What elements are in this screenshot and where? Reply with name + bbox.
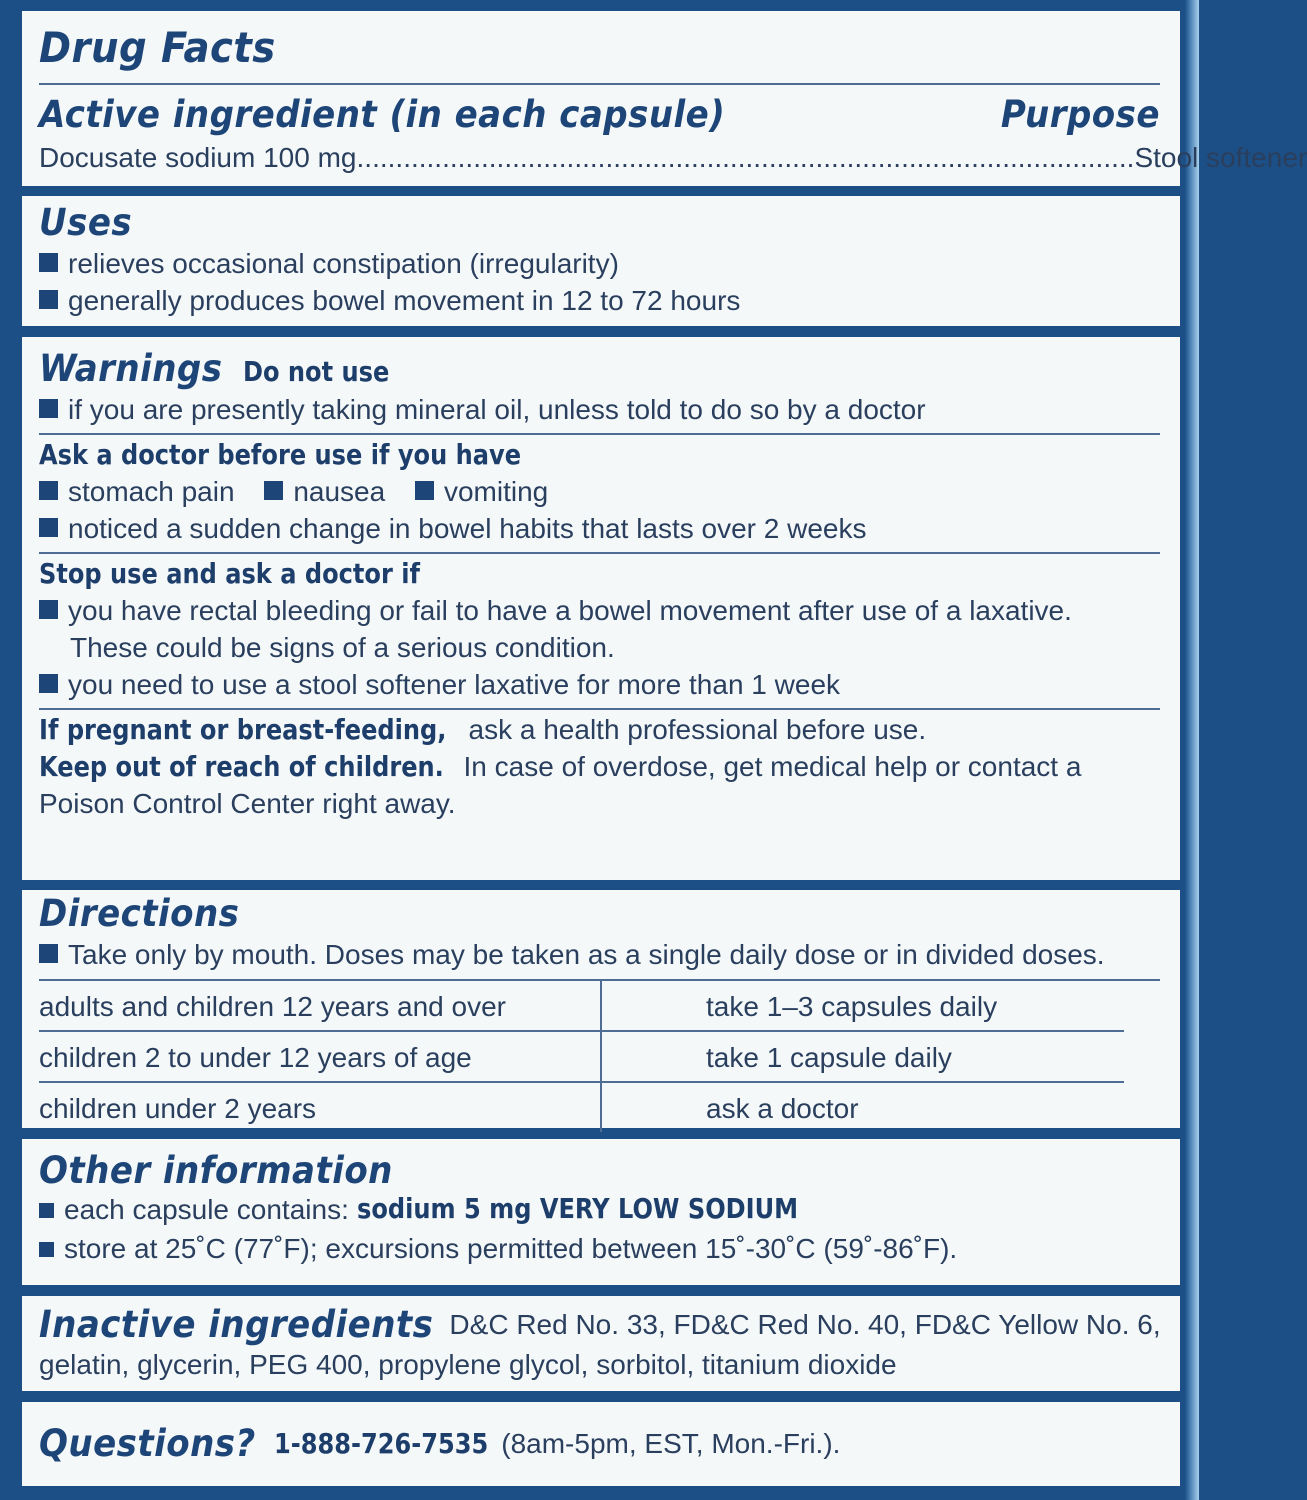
keep-out-bold: Keep out of reach of children. xyxy=(39,750,444,783)
table-cell-dose: take 1 capsule daily xyxy=(601,1031,1124,1082)
bullet-square-icon xyxy=(264,481,283,500)
bullet-square-icon xyxy=(39,253,58,272)
uses-item: relieves occasional constipation (irregularity) xyxy=(39,245,1160,282)
uses-panel xyxy=(22,196,1180,326)
table-row xyxy=(39,981,1124,1031)
warnings-heading: Warnings xyxy=(39,347,223,390)
warnings-rule-3 xyxy=(39,708,1160,710)
stop-use-heading: Stop use and ask a doctor if xyxy=(39,557,420,590)
leader-dots: .................................................................................................... xyxy=(356,141,1135,173)
questions-phone[interactable]: 1-888-726-7535 xyxy=(274,1427,489,1460)
do-not-use-heading: Do not use xyxy=(242,355,390,388)
bullet-square-icon xyxy=(39,944,58,963)
bullet-square-icon xyxy=(39,600,58,619)
questions-heading: Questions? xyxy=(39,1422,256,1465)
bullet-square-icon xyxy=(39,399,58,418)
bullet-square-icon xyxy=(39,518,58,537)
table-cell-age: children under 2 years xyxy=(39,1082,601,1132)
other-item: store at 25˚C (77˚F); excursions permitted between 15˚-30˚C (59˚-86˚F). xyxy=(39,1230,1160,1267)
questions-hours: (8am-5pm, EST, Mon.-Fri.). xyxy=(501,1428,841,1459)
warnings-rule-1 xyxy=(39,433,1160,435)
do-not-use-item: if you are presently taking mineral oil, unless told to do so by a doctor xyxy=(39,391,1160,428)
other-information-panel xyxy=(22,1139,1180,1285)
other-item: each capsule contains: sodium 5 mg VERY LOW SODIUM xyxy=(39,1191,1160,1228)
pregnant-line xyxy=(39,711,1160,748)
directions-heading: Directions xyxy=(39,892,240,935)
drug-facts-panel xyxy=(22,11,1307,186)
other-information-heading: Other information xyxy=(39,1149,393,1192)
keep-out-line xyxy=(39,748,1160,785)
uses-item: generally produces bowel movement in 12 to 72 hours xyxy=(39,282,1160,319)
stop-use-item: you have rectal bleeding or fail to have a bowel movement after use of a laxative. xyxy=(39,592,1160,629)
ask-doctor-item: noticed a sudden change in bowel habits that lasts over 2 weeks xyxy=(39,510,1160,547)
directions-table xyxy=(39,981,1124,1132)
bullet-square-icon xyxy=(39,1203,54,1218)
ask-doctor-heading: Ask a doctor before use if you have xyxy=(39,438,522,471)
keep-out-line-2: Poison Control Center right away. xyxy=(39,788,456,819)
stop-use-item: you need to use a stool softener laxative for more than 1 week xyxy=(39,666,1160,703)
table-row xyxy=(39,1031,1124,1082)
pregnant-text: ask a health professional before use. xyxy=(468,714,927,745)
drug-facts-title: Drug Facts xyxy=(39,23,276,72)
table-cell-dose: take 1–3 capsules daily xyxy=(601,981,1124,1031)
table-row xyxy=(39,1082,1124,1132)
directions-intro: Take only by mouth. Doses may be taken as a single daily dose or in divided doses. xyxy=(39,936,1160,973)
active-heading-row xyxy=(39,91,1160,139)
title-rule xyxy=(39,83,1160,85)
right-edge-border xyxy=(1185,0,1199,1500)
bullet-square-icon xyxy=(39,1242,54,1257)
table-cell-age: children 2 to under 12 years of age xyxy=(39,1031,601,1082)
uses-heading: Uses xyxy=(39,201,133,244)
questions-panel xyxy=(22,1402,1180,1486)
warnings-panel xyxy=(22,337,1180,880)
ask-doctor-inline-items: stomach pain nausea vomiting xyxy=(39,473,1160,510)
inactive-ingredients-panel xyxy=(22,1296,1180,1391)
pregnant-bold: If pregnant or breast-feeding, xyxy=(39,713,447,746)
active-ingredient-name: Docusate sodium 100 mg xyxy=(39,141,357,173)
inactive-heading: Inactive ingredients xyxy=(39,1303,434,1346)
bullet-square-icon xyxy=(415,481,434,500)
table-cell-age: adults and children 12 years and over xyxy=(39,981,601,1031)
table-cell-dose: ask a doctor xyxy=(706,1092,859,1124)
bullet-square-icon xyxy=(39,481,58,500)
stop-use-continuation: These could be signs of a serious condition. xyxy=(70,632,615,663)
bullet-square-icon xyxy=(39,674,58,693)
sodium-bold: sodium 5 mg VERY LOW SODIUM xyxy=(356,1192,798,1225)
warnings-rule-2 xyxy=(39,552,1160,554)
purpose-heading: Purpose xyxy=(1000,93,1160,136)
active-ingredient-row xyxy=(39,139,1307,175)
inactive-list-1: D&C Red No. 33, FD&C Red No. 40, FD&C Yellow No. 6, xyxy=(449,1309,1161,1340)
inactive-list-2: gelatin, glycerin, PEG 400, propylene glycol, sorbitol, titanium dioxide xyxy=(39,1349,897,1380)
active-ingredient-purpose: Stool softener xyxy=(1134,141,1307,173)
inactive-line-1 xyxy=(39,1304,1160,1346)
directions-panel xyxy=(22,890,1180,1128)
bullet-square-icon xyxy=(39,290,58,309)
questions-line xyxy=(39,1422,1160,1466)
active-ingredient-heading: Active ingredient (in each capsule) xyxy=(39,93,726,136)
keep-out-text: In case of overdose, get medical help or contact a xyxy=(463,751,1082,782)
